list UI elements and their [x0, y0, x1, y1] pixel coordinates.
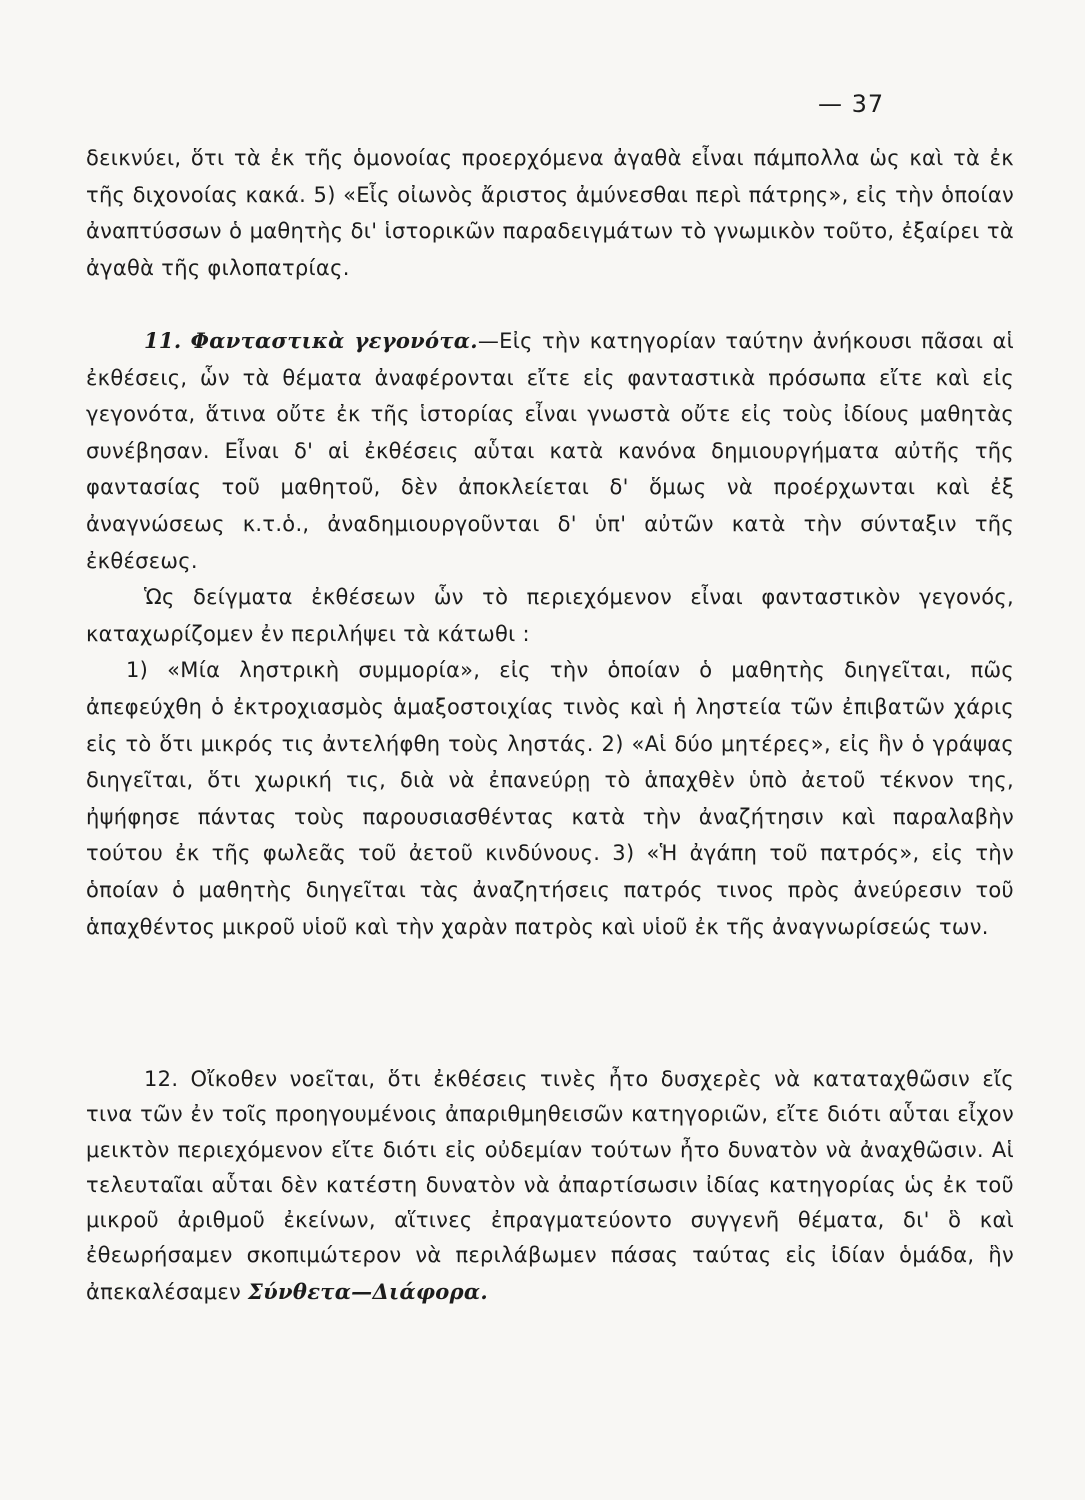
section-11-number: 11. [144, 328, 182, 353]
section-12-paragraph [86, 1062, 1014, 1310]
examples-intro: Ὡς δείγματα ἐκθέσεων ὧν τὸ περιεχόμενον εἶναι φανταστικὸν γεγονός, καταχωρίζομεν ἐν περιλήψει τὰ κάτωθι : [86, 585, 1014, 646]
paragraph-continuation [86, 140, 1014, 286]
paragraph-1-text: δεικνύει, ὅτι τὰ ἐκ τῆς ὁμονοίας προερχόμενα ἀγαθὰ εἶναι πάμπολλα ὡς καὶ τὰ ἐκ τῆς διχονοίας κακά. 5) «Εἷς οἰωνὸς ἄριστος ἀμύνεσθαι περὶ πάτρης», εἰς τὴν ὁποίαν ἀναπτύσσων ὁ μαθητὴς δι' ἱστορικῶν παραδειγμάτων τὸ γνωμικὸν τοῦτο, ἐξαίρει τὰ ἀγαθὰ τῆς φιλοπατρίας. [86, 146, 1014, 280]
page-number: — 37 [818, 90, 885, 118]
section-11-text: —Εἰς τὴν κατηγορίαν ταύτην ἀνήκουσι πᾶσαι αἱ ἐκθέσεις, ὧν τὰ θέματα ἀναφέρονται εἴτε εἰς φανταστικὰ πρόσωπα εἴτε καὶ εἰς γεγονότα, ἅτινα οὔτε ἐκ τῆς ἱστορίας εἶναι γνωστὰ οὔτε εἰς τοὺς ἰδίους μαθητὰς συνέβησαν. Εἶναι δ' αἱ ἐκθέσεις αὗται κατὰ κανόνα δημιουργήματα αὐτῆς τῆς φαντασίας τοῦ μαθητοῦ, δὲν ἀποκλείεται δ' ὅμως νὰ προέρχωνται καὶ ἐξ ἀναγνώσεως κ.τ.ὁ., ἀναδημιουργοῦνται δ' ὑπ' αὐτῶν κατὰ τὴν σύνταξιν τῆς ἐκθέσεως. [86, 329, 1014, 573]
examples-list: 1) «Μία ληστρικὴ συμμορία», εἰς τὴν ὁποίαν ὁ μαθητὴς διηγεῖται, πῶς ἀπεφεύχθη ὁ ἐκτροχιασμὸς ἁμαξοστοιχίας τινὸς καὶ ἡ ληστεία τῶν ἐπιβατῶν χάρις εἰς τὸ ὅτι μικρός τις ἀντελήφθη τοὺς ληστάς. 2) «Αἱ δύο μητέρες», εἰς ἣν ὁ γράψας διηγεῖται, ὅτι χωρική τις, διὰ νὰ ἐπανεύρῃ τὸ ἁπαχθὲν ὑπὸ ἀετοῦ τέκνον της, ἠψήφησε πάντας τοὺς παρουσιασθέντας κατὰ τὴν ἀναζήτησιν καὶ παραλαβὴν τούτου ἐκ τῆς φωλεᾶς τοῦ ἀετοῦ κινδύνους. 3) «Ἡ ἀγάπη τοῦ πατρός», εἰς τὴν ὁποίαν ὁ μαθητὴς διηγεῖται τὰς ἀναζητήσεις πατρός τινος πρὸς ἀνεύρεσιν τοῦ ἁπαχθέντος μικροῦ υἱοῦ καὶ τὴν χαρὰν πατρὸς καὶ υἱοῦ ἐκ τῆς ἀναγνωρίσεώς των. [86, 658, 1014, 939]
section-11-paragraph [86, 323, 1014, 579]
section-12-text: 12. Οἴκοθεν νοεῖται, ὅτι ἐκθέσεις τινὲς ἦτο δυσχερὲς νὰ καταταχθῶσιν εἴς τινα τῶν ἐν τοῖς προηγουμένοις ἀπαριθμηθεισῶν κατηγοριῶν, εἴτε διότι αὗται εἶχον μεικτὸν περιεχόμενον εἴτε διότι εἰς οὐδεμίαν τούτων ἦτο δυνατὸν νὰ ἀναχθῶσιν. Αἱ τελευταῖαι αὗται δὲν κατέστη δυνατὸν νὰ ἀπαρτίσωσιν ἰδίας κατηγορίας ὡς ἐκ τοῦ μικροῦ ἀριθμοῦ ἐκείνων, αἵτινες ἐπραγματεύοντο συγγενῆ θέματα, δι' ὃ καὶ ἐθεωρήσαμεν σκοπιμώτερον νὰ περιλάβωμεν πάσας ταύτας εἰς ἰδίαν ὁμάδα, ἣν ἀπεκαλέσαμεν [86, 1067, 1014, 1304]
section-11 [86, 323, 1014, 945]
section-11-title: Φανταστικὰ γεγονότα. [190, 328, 478, 353]
group-name: Σύνθετα—Διάφορα. [248, 1278, 488, 1304]
section-12 [86, 1062, 1014, 1310]
